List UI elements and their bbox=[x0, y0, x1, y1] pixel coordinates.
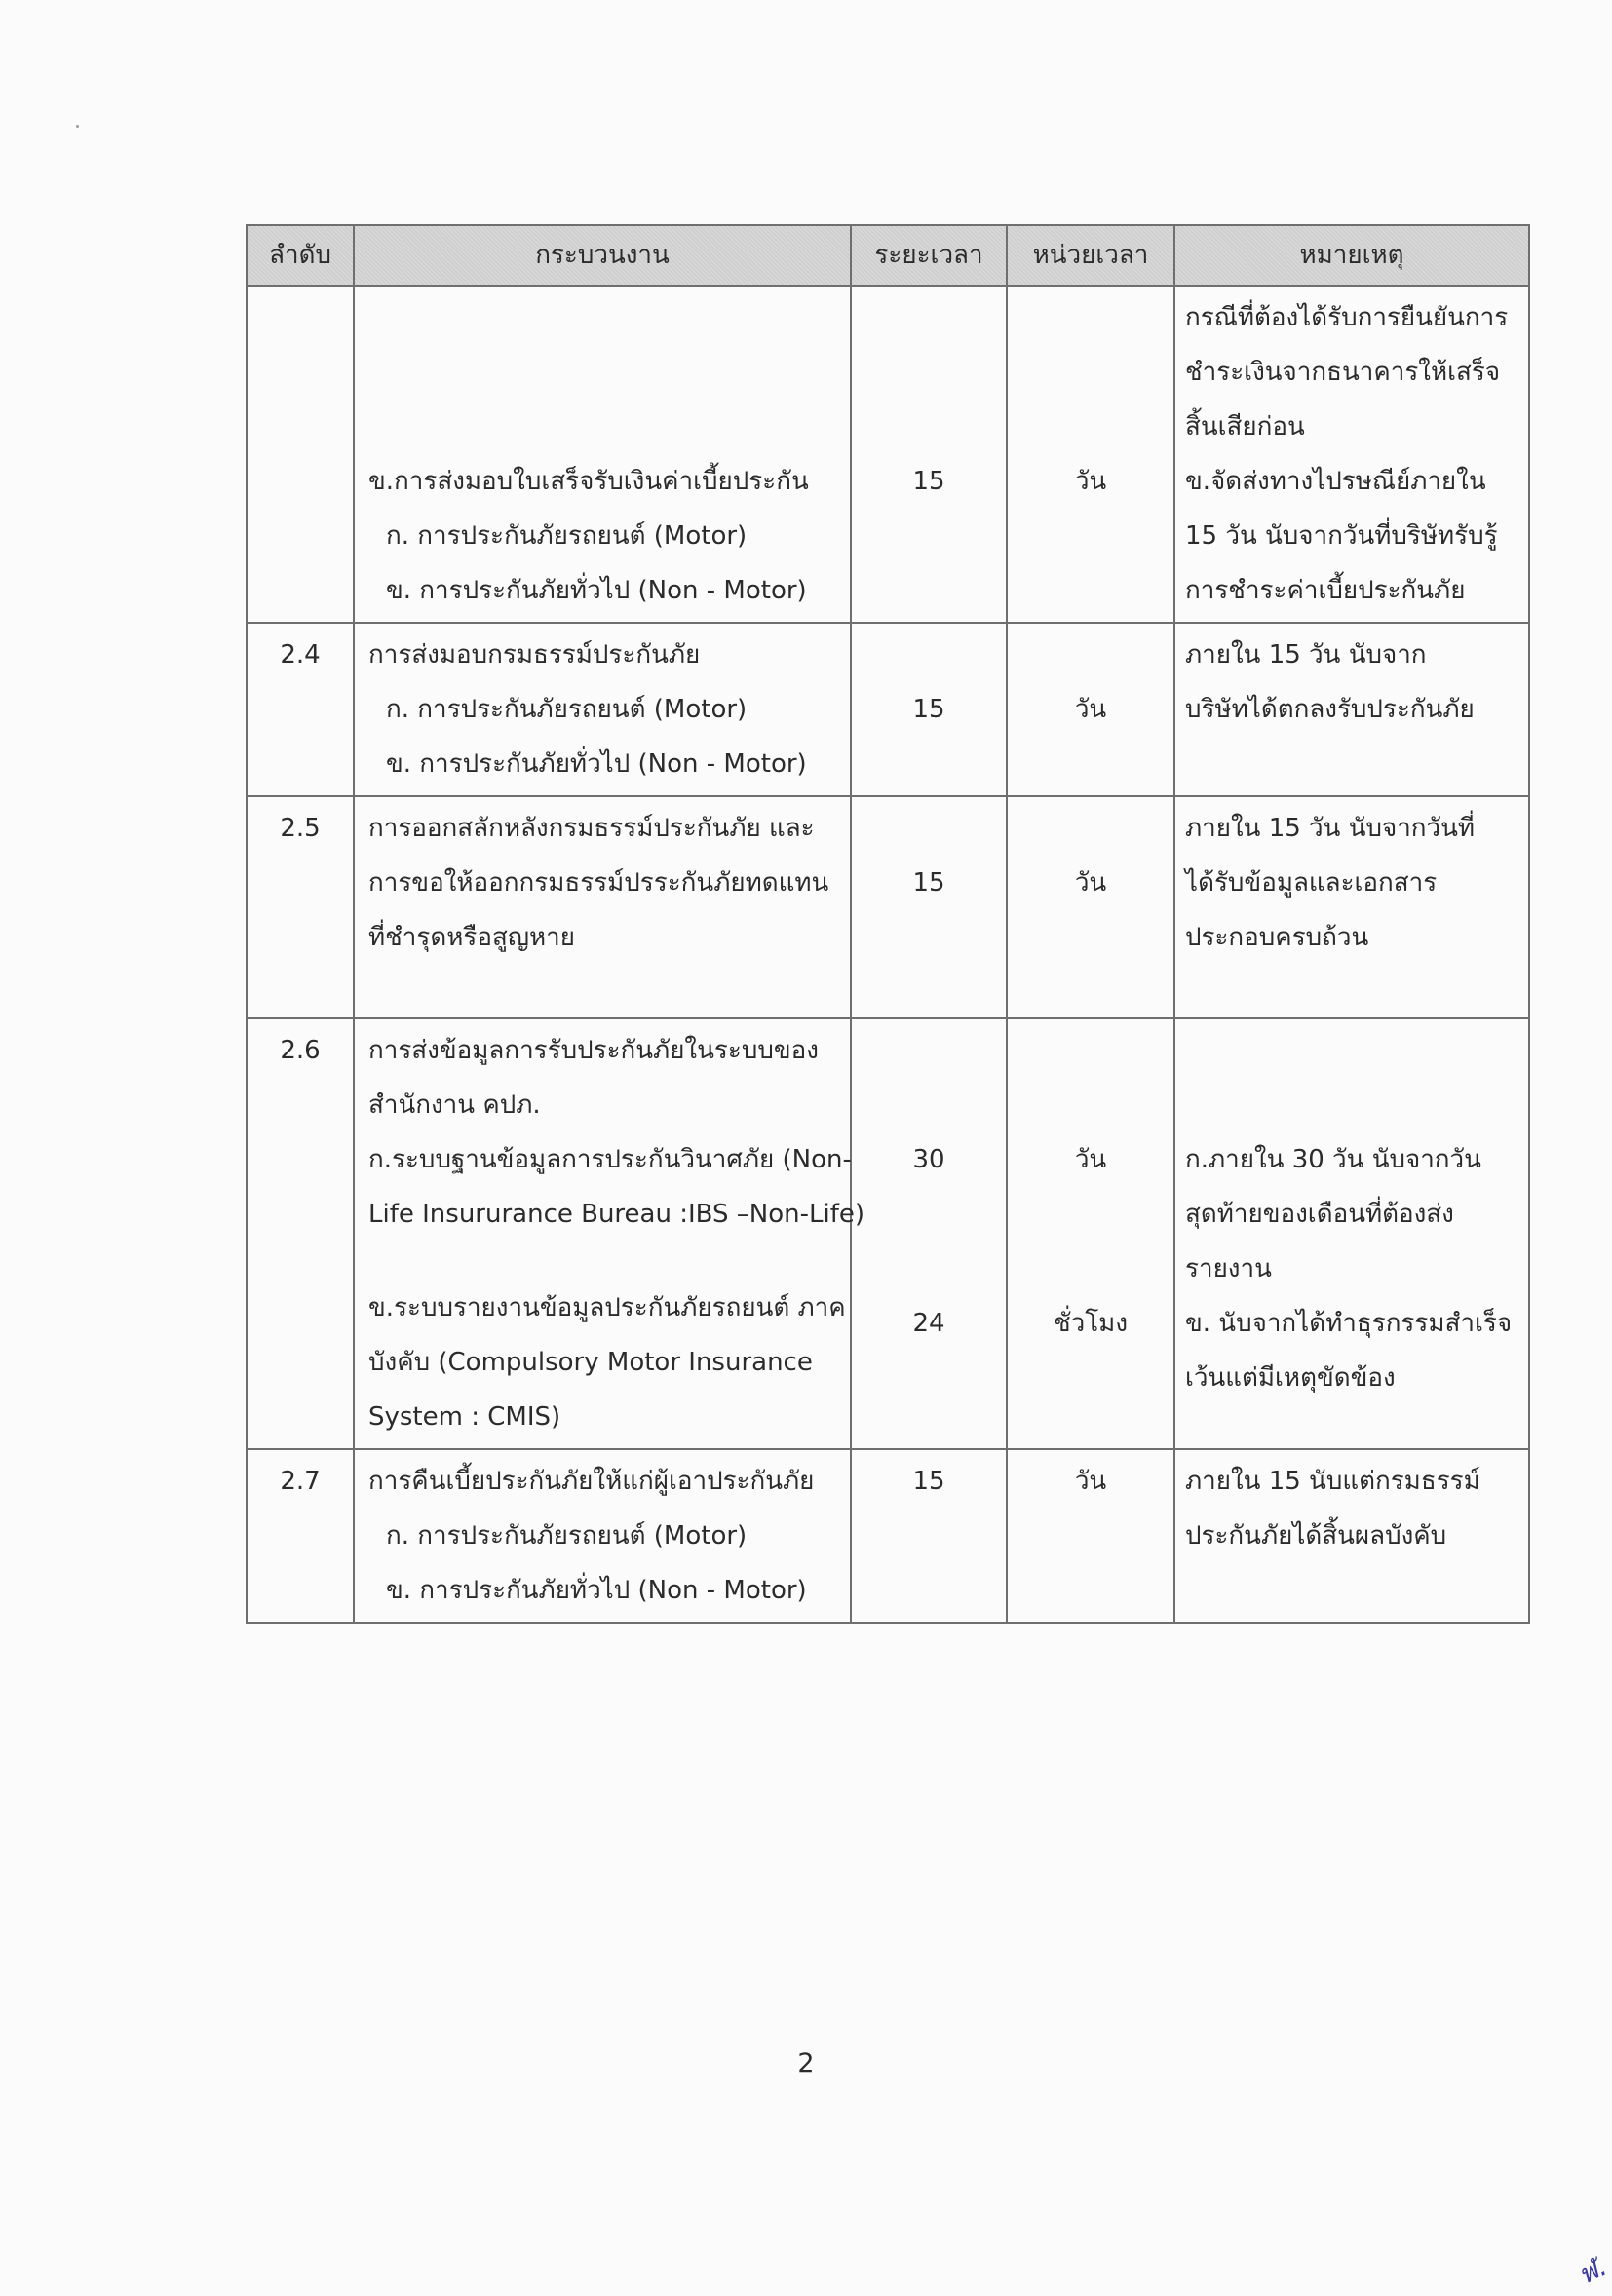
unit-cell bbox=[1007, 1018, 1174, 1449]
note-line: ข. นับจากได้ทำธุรกรรมสำเร็จ bbox=[1185, 1309, 1513, 1338]
unit-cell bbox=[1007, 796, 1174, 1018]
duration-value: 15 bbox=[912, 467, 945, 496]
header-process: กระบวนงาน bbox=[354, 225, 851, 286]
table-row bbox=[247, 623, 1529, 796]
duration-value: 15 bbox=[912, 1467, 945, 1496]
unit-value: วัน bbox=[1074, 1145, 1107, 1174]
table-row bbox=[247, 286, 1529, 623]
header-unit: หน่วยเวลา bbox=[1007, 225, 1174, 286]
table-row bbox=[247, 1018, 1529, 1449]
duration-cell bbox=[851, 1449, 1007, 1623]
note-line: กรณีที่ต้องได้รับการยืนยันการ bbox=[1185, 303, 1509, 332]
process-line: ก. การประกันภัยรถยนต์ (Motor) bbox=[386, 1521, 748, 1550]
note-line: เว้นแต่มีเหตุขัดข้อง bbox=[1185, 1363, 1396, 1393]
note-line: ประกอบครบถ้วน bbox=[1185, 923, 1369, 952]
process-line: การส่งข้อมูลการรับประกันภัยในระบบของ bbox=[368, 1036, 819, 1065]
process-line: การคืนเบี้ยประกันภัยให้แก่ผู้เอาประกันภัย bbox=[368, 1467, 815, 1496]
note-line: ชำระเงินจากธนาคารให้เสร็จ bbox=[1185, 358, 1501, 387]
unit-cell bbox=[1007, 286, 1174, 623]
process-cell bbox=[354, 1449, 851, 1623]
duration-value: 15 bbox=[912, 695, 945, 724]
process-line: การขอให้ออกกรมธรรม์ปรระกันภัยทดแทน bbox=[368, 868, 829, 898]
duration-value: 30 bbox=[912, 1145, 945, 1174]
note-line: ข.จัดส่งทางไปรษณีย์ภายใน bbox=[1185, 467, 1486, 496]
row-number: 2.5 bbox=[247, 796, 354, 1018]
process-line: สำนักงาน คปภ. bbox=[368, 1091, 541, 1120]
notes-cell bbox=[1174, 1449, 1529, 1623]
process-line bbox=[368, 400, 840, 454]
table-header-row bbox=[247, 225, 1529, 286]
process-line bbox=[368, 1242, 840, 1281]
duration-cell bbox=[851, 286, 1007, 623]
process-line: การส่งมอบกรมธรรม์ประกันภัย bbox=[368, 640, 701, 670]
process-line: System : CMIS) bbox=[368, 1402, 561, 1432]
process-line: Life Insururance Bureau :IBS –Non-Life) bbox=[368, 1200, 865, 1229]
notes-cell bbox=[1174, 1018, 1529, 1449]
table-row bbox=[247, 1449, 1529, 1623]
process-line bbox=[368, 290, 840, 345]
unit-cell bbox=[1007, 1449, 1174, 1623]
duration-cell bbox=[851, 796, 1007, 1018]
note-line: ภายใน 15 วัน นับจาก bbox=[1185, 640, 1427, 670]
process-cell bbox=[354, 623, 851, 796]
unit-value: ชั่วโมง bbox=[1053, 1309, 1129, 1338]
row-number bbox=[247, 286, 354, 623]
table-row bbox=[247, 796, 1529, 1018]
unit-value: วัน bbox=[1074, 695, 1107, 724]
note-line: บริษัทได้ตกลงรับประกันภัย bbox=[1185, 695, 1475, 724]
header-notes: หมายเหตุ bbox=[1174, 225, 1529, 286]
unit-value: วัน bbox=[1074, 868, 1107, 898]
unit-cell bbox=[1007, 623, 1174, 796]
header-no: ลำดับ bbox=[247, 225, 354, 286]
note-line: การชำระค่าเบี้ยประกันภัย bbox=[1185, 576, 1466, 605]
process-line: ก.ระบบฐานข้อมูลการประกันวินาศภัย (Non- bbox=[368, 1145, 852, 1174]
unit-value: วัน bbox=[1074, 1467, 1107, 1496]
note-line bbox=[1185, 1023, 1518, 1078]
row-number: 2.7 bbox=[247, 1449, 354, 1623]
process-line: ก. การประกันภัยรถยนต์ (Motor) bbox=[386, 695, 748, 724]
process-table bbox=[246, 224, 1530, 1624]
duration-value: 15 bbox=[912, 868, 945, 898]
process-cell bbox=[354, 796, 851, 1018]
process-line: การออกสลักหลังกรมธรรม์ประกันภัย และ bbox=[368, 814, 815, 843]
row-number: 2.6 bbox=[247, 1018, 354, 1449]
duration-cell bbox=[851, 1018, 1007, 1449]
note-line: ประกันภัยได้สิ้นผลบังคับ bbox=[1185, 1521, 1447, 1550]
duration-value: 24 bbox=[912, 1309, 945, 1338]
notes-cell bbox=[1174, 286, 1529, 623]
note-line: ภายใน 15 วัน นับจากวันที่ bbox=[1185, 814, 1476, 843]
note-line bbox=[1185, 1078, 1518, 1132]
page-number: 2 bbox=[797, 2048, 815, 2079]
notes-cell bbox=[1174, 796, 1529, 1018]
process-cell bbox=[354, 286, 851, 623]
process-cell bbox=[354, 1018, 865, 1449]
note-line: ได้รับข้อมูลและเอกสาร bbox=[1185, 868, 1438, 898]
process-line: ก. การประกันภัยรถยนต์ (Motor) bbox=[386, 521, 748, 551]
process-line: ข. การประกันภัยทั่วไป (Non - Motor) bbox=[386, 1576, 807, 1605]
notes-cell bbox=[1174, 623, 1529, 796]
note-line: ภายใน 15 นับแต่กรมธรรม์ bbox=[1185, 1467, 1480, 1496]
note-line: สุดท้ายของเดือนที่ต้องส่ง bbox=[1185, 1200, 1454, 1229]
header-duration: ระยะเวลา bbox=[851, 225, 1007, 286]
process-line: ข. การประกันภัยทั่วไป (Non - Motor) bbox=[386, 576, 807, 605]
scan-speck bbox=[76, 125, 79, 128]
process-line bbox=[368, 345, 840, 400]
unit-value: วัน bbox=[1074, 467, 1107, 496]
note-line: สิ้นเสียก่อน bbox=[1185, 412, 1305, 441]
row-number: 2.4 bbox=[247, 623, 354, 796]
process-line: บังคับ (Compulsory Motor Insurance bbox=[368, 1348, 813, 1377]
duration-cell bbox=[851, 623, 1007, 796]
handwritten-initials: ฬ. bbox=[1572, 2249, 1612, 2291]
process-line: ที่ชำรุดหรือสูญหาย bbox=[368, 923, 575, 952]
process-line: ข.ระบบรายงานข้อมูลประกันภัยรถยนต์ ภาค bbox=[368, 1293, 846, 1322]
note-line: ก.ภายใน 30 วัน นับจากวัน bbox=[1185, 1145, 1481, 1174]
process-line: ข.การส่งมอบใบเสร็จรับเงินค่าเบี้ยประกัน bbox=[368, 467, 809, 496]
note-line: รายงาน bbox=[1185, 1254, 1272, 1283]
process-line: ข. การประกันภัยทั่วไป (Non - Motor) bbox=[386, 749, 807, 779]
note-line: 15 วัน นับจากวันที่บริษัทรับรู้ bbox=[1185, 521, 1498, 551]
